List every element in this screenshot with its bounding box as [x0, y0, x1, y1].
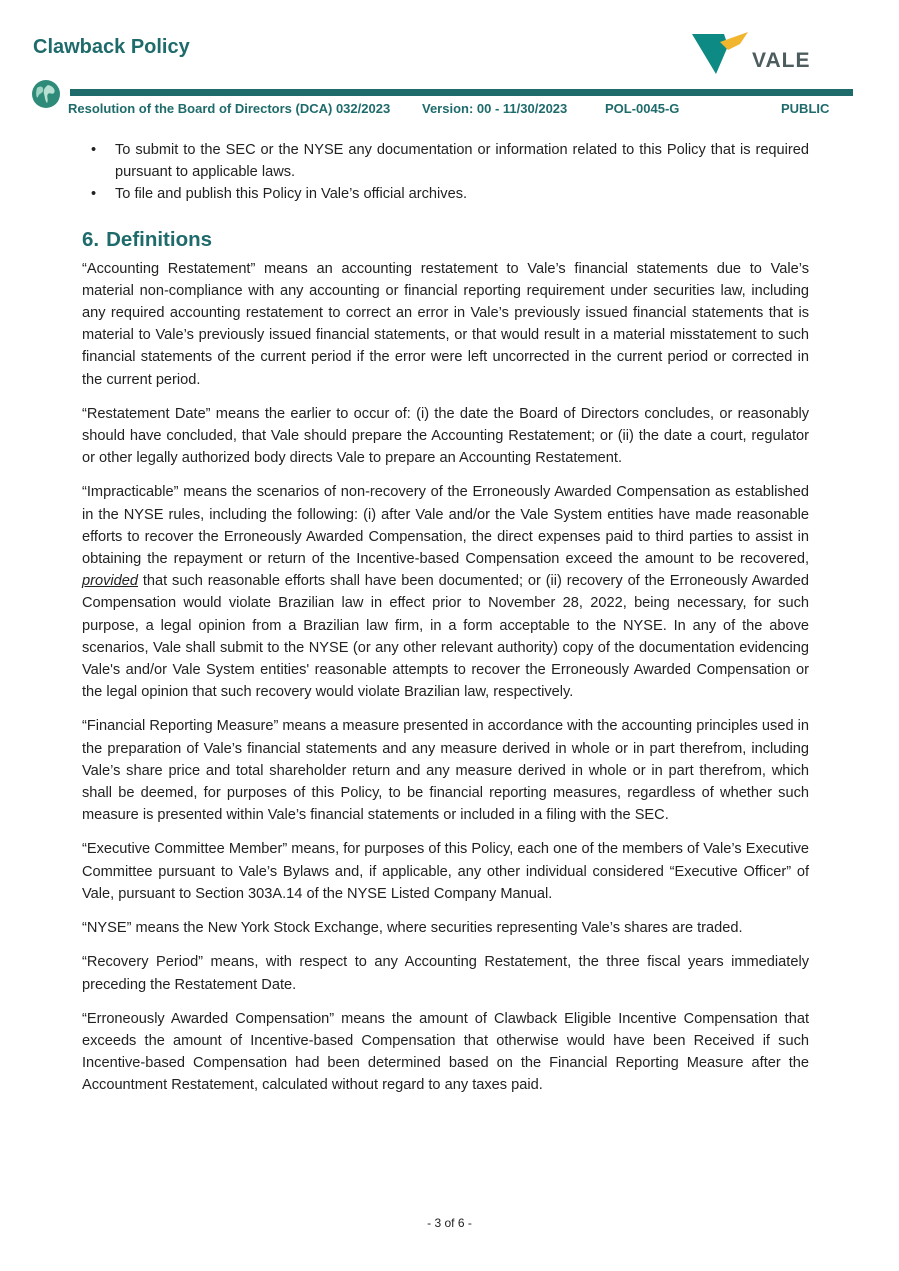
section-heading	[82, 225, 809, 255]
globe-icon	[31, 79, 61, 109]
bullet-icon: •	[91, 142, 97, 158]
header-divider	[70, 89, 853, 96]
list-item: • To submit to the SEC or the NYSE any documentation or information related to this Policy that is required pursuant to applicable laws.	[82, 139, 809, 183]
definition-nyse: “NYSE” means the New York Stock Exchange, where securities representing Vale’s shares are traded.	[82, 920, 743, 937]
document-body	[82, 139, 809, 1109]
page-number: - 3 of 6 -	[427, 1216, 472, 1230]
logo-wordmark: VALE	[752, 49, 811, 72]
resolution-label: Resolution of the Board of Directors (DCA) 032/2023	[68, 101, 391, 116]
definition-financial-reporting-measure: “Financial Reporting Measure” means a measure presented in accordance with the accounting principles used in the preparation of Vale’s financial statements and any measure derived in whole or in part therefrom, including Vale’s share price and total shareholder return and any measure derived in whole or in part therefrom, which shall be deemed, for purposes of this Policy, to be financial reporting measures, regardless of whether such measure is presented within Vale’s financial statements or included in a filing with the SEC.	[82, 718, 809, 824]
definition-recovery-period: “Recovery Period” means, with respect to any Accounting Restatement, the three fiscal years immediately preceding the Restatement Date.	[82, 954, 809, 993]
definition-erroneously-awarded-compensation: “Erroneously Awarded Compensation” means the amount of Clawback Eligible Incentive Compensation that exceeds the amount of Incentive-based Compensation that otherwise would have been Received if such Incentive-based Compensation had been determined based on the Financial Reporting Measure after the Accountment Restatement, calculated without regard to any taxes paid.	[82, 1010, 809, 1094]
bullet-list	[82, 139, 809, 206]
version-label: Version: 00 - 11/30/2023	[422, 101, 568, 116]
document-title: Clawback Policy	[33, 36, 190, 58]
definition-executive-committee-member: “Executive Committee Member” means, for purposes of this Policy, each one of the members of Vale’s Executive Committee pursuant to Vale’s Bylaws and, if applicable, any other individual considered “Executive Officer” of Vale, pursuant to Section 303A.14 of the NYSE Listed Company Manual.	[82, 841, 809, 902]
list-item: • To file and publish this Policy in Vale’s official archives.	[82, 183, 809, 205]
definition-impracticable: “Impracticable” means the scenarios of non-recovery of the Erroneously Awarded Compensation as established in the NYSE rules, including the following: (i) after Vale and/or the Vale System entities have made reasonable efforts to recover the Erroneously Awarded Compensation, the direct expenses paid to third parties to assist in obtaining the repayment or return of the Incentive-based Compensation exceed the amount to be recovered, provided that such reasonable efforts shall have been documented; or (ii) recovery of the Erroneously Awarded Compensation would violate Brazilian law in effect prior to November 28, 2022, being necessary, for such purpose, a legal opinion from a Brazilian law firm, in a form acceptable to the NYSE. In any of the above scenarios, Vale shall submit to the NYSE (or any other relevant authority) copy of the documentation evidencing Vale's and/or Vale System entities' reasonable attempts to recover the Erroneously Awarded Compensation or the legal opinion that such recovery would violate Brazilian law, respectively.	[82, 484, 809, 701]
policy-code: POL-0045-G	[605, 101, 680, 116]
section-number: 6.	[82, 227, 100, 251]
definition-accounting-restatement: “Accounting Restatement” means an accounting restatement to Vale’s financial statements due to Vale’s material non-compliance with any accounting or financial reporting requirement under securities law, including any required accounting restatement to correct an error in Vale’s previously issued financial statements that is material to Vale’s previously issued financial statements, or that would result in a material misstatement to such financial statements of the current period if the error were left uncorrected in the current period or corrected in the current period.	[82, 260, 809, 388]
definition-restatement-date: “Restatement Date” means the earlier to occur of: (i) the date the Board of Directors concludes, or reasonably should have concluded, that Vale should prepare the Accounting Restatement; or (ii) the date a court, regulator or other legally authorized body directs Vale to prepare an Accounting Restatement.	[82, 405, 809, 467]
emphasized-term: provided	[82, 573, 138, 590]
section-title: Definitions	[106, 227, 213, 251]
classification-label: PUBLIC	[781, 101, 830, 116]
bullet-icon: •	[91, 186, 97, 203]
